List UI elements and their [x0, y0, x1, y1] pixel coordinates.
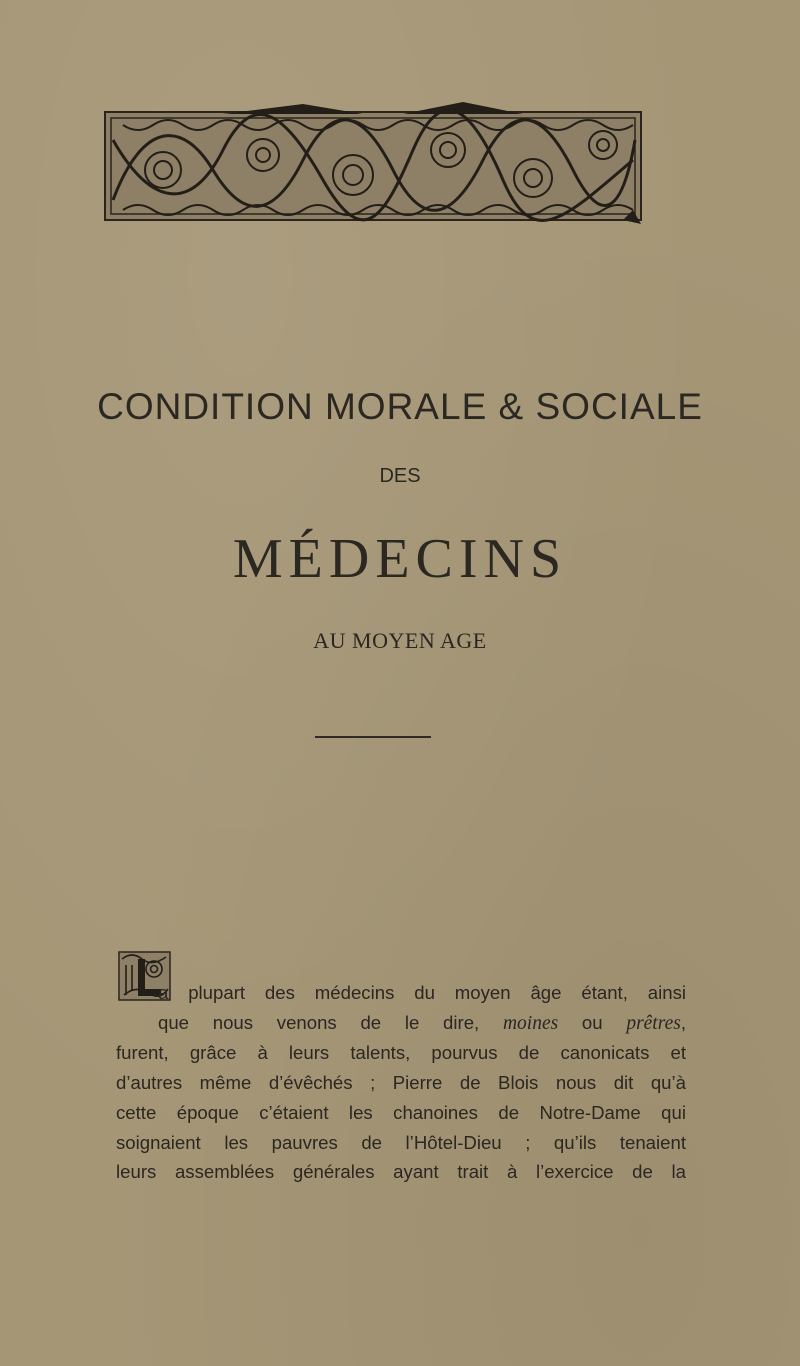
title-line: CONDITION MORALE & SOCIALE	[97, 386, 703, 427]
opening-paragraph	[116, 978, 686, 1187]
italic-run: moines	[502, 1012, 559, 1034]
subtitle-des: DES	[379, 465, 421, 487]
divider-rule	[315, 736, 431, 738]
text-run: que nous venons de le dire,	[158, 1011, 503, 1033]
paragraph-line: leurs assemblées générales ayant trait à l’exercice de la	[116, 1161, 686, 1183]
text-run: ,	[680, 1011, 687, 1033]
paragraph-line: soignaient les pauvres de l’Hôtel-Dieu ; qu’ils tenaient	[116, 1131, 686, 1153]
paragraph-line: cette époque c’étaient les chanoines de Notre-Dame qui	[116, 1101, 686, 1123]
text-run: ou	[558, 1011, 627, 1033]
main-title: MÉDECINS	[232, 528, 568, 590]
ornamental-headpiece-icon	[103, 100, 643, 226]
paragraph-line: a plupart des médecins du moyen âge étant, ainsi	[158, 982, 686, 1003]
italic-run: prêtres	[626, 1012, 681, 1034]
paragraph-line	[116, 1008, 686, 1039]
paragraph-line: d’autres même d’évêchés ; Pierre de Blois nous dit qu’à	[116, 1072, 686, 1094]
paragraph-line: furent, grâce à leurs talents, pourvus de canonicats et	[116, 1042, 686, 1064]
subtitle-au-moyen-age: AU MOYEN AGE	[313, 628, 487, 653]
